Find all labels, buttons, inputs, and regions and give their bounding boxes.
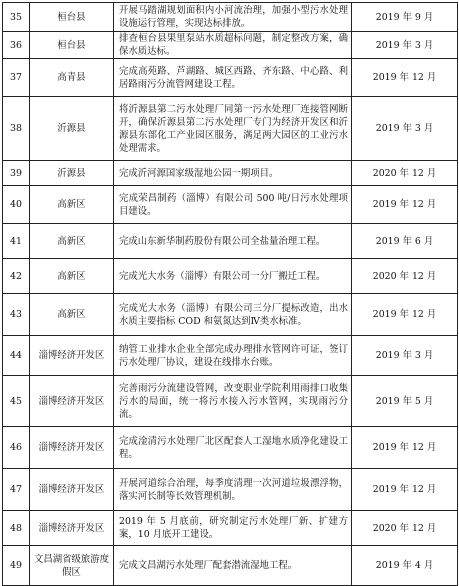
row-task: 完成文昌湖污水处理厂配套潜流湿地工程。 xyxy=(114,546,352,586)
row-area: 高新区 xyxy=(30,294,114,336)
row-number: 38 xyxy=(3,97,30,161)
row-deadline: 2020 年 12 月 xyxy=(352,259,458,294)
row-number: 47 xyxy=(3,469,30,511)
row-deadline: 2019 年 6 月 xyxy=(352,224,458,259)
row-area: 桓台县 xyxy=(30,3,114,32)
row-number: 43 xyxy=(3,294,30,336)
row-area: 淄博经济开发区 xyxy=(30,511,114,546)
row-area: 淄博经济开发区 xyxy=(30,336,114,376)
row-task: 完成淦清污水处理厂北区配套人工湿地水质净化建设工程。 xyxy=(114,427,352,469)
row-area: 沂源县 xyxy=(30,97,114,161)
row-task: 2019 年 5 月底前，研究制定污水处理厂新、扩建方案，10 月底开工建设。 xyxy=(114,511,352,546)
row-deadline: 2019 年 12 月 xyxy=(352,294,458,336)
row-area: 文昌湖省级旅游度假区 xyxy=(30,546,114,586)
table-body xyxy=(3,3,458,586)
table-row xyxy=(3,3,458,32)
row-task: 纳管工业排水企业全部完成办理排水管网许可证，签订污水处理厂协议，建设在线排水台账。 xyxy=(114,336,352,376)
row-number: 40 xyxy=(3,186,30,224)
table-row xyxy=(3,186,458,224)
row-deadline: 2019 年 3 月 xyxy=(352,97,458,161)
row-area: 沂源县 xyxy=(30,161,114,186)
row-number: 45 xyxy=(3,376,30,427)
row-task: 排查桓台县果里泵站水质超标问题，制定整改方案，确保水质达标。 xyxy=(114,32,352,59)
row-area: 高新区 xyxy=(30,186,114,224)
row-task: 完善雨污分流建设管网，改变职业学院利用雨排口收集污水的局面，统一将污水接入污水管网，实现雨污分流。 xyxy=(114,376,352,427)
row-task: 完成荣昌制药（淄博）有限公司 500 吨/日污水处理项目建设。 xyxy=(114,186,352,224)
row-task: 开展马踏湖规划面积内小河流治理，加强小型污水处理设施运行管理，实现达标排放。 xyxy=(114,3,352,32)
table-row xyxy=(3,469,458,511)
row-area: 桓台县 xyxy=(30,32,114,59)
row-area: 淄博经济开发区 xyxy=(30,469,114,511)
table-row xyxy=(3,546,458,586)
row-area: 淄博经济开发区 xyxy=(30,376,114,427)
row-number: 37 xyxy=(3,59,30,97)
row-area: 淄博经济开发区 xyxy=(30,427,114,469)
row-task: 完成山东新华制药股份有限公司全盐量治理工程。 xyxy=(114,224,352,259)
row-deadline: 2019 年 12 月 xyxy=(352,469,458,511)
row-number: 46 xyxy=(3,427,30,469)
row-number: 41 xyxy=(3,224,30,259)
row-number: 39 xyxy=(3,161,30,186)
table-row xyxy=(3,259,458,294)
row-deadline: 2019 年 3 月 xyxy=(352,336,458,376)
row-number: 42 xyxy=(3,259,30,294)
row-number: 49 xyxy=(3,546,30,586)
row-number: 36 xyxy=(3,32,30,59)
table-row xyxy=(3,224,458,259)
row-deadline: 2019 年 5 月 xyxy=(352,376,458,427)
table-row xyxy=(3,294,458,336)
table-row xyxy=(3,161,458,186)
table-row xyxy=(3,97,458,161)
row-task: 完成沂河源国家级湿地公园一期项目。 xyxy=(114,161,352,186)
row-deadline: 2019 年 9 月 xyxy=(352,3,458,32)
row-area: 高青县 xyxy=(30,59,114,97)
row-task: 完成光大水务（淄博）有限公司三分厂提标改造，出水水质主要指标 COD 和氨氮达到Ⅳ类水标准。 xyxy=(114,294,352,336)
row-deadline: 2020 年 12 月 xyxy=(352,511,458,546)
row-deadline: 2020 年 12 月 xyxy=(352,161,458,186)
task-table xyxy=(2,2,458,586)
row-number: 44 xyxy=(3,336,30,376)
row-deadline: 2019 年 12 月 xyxy=(352,59,458,97)
table-row xyxy=(3,427,458,469)
row-task: 开展河道综合治理，每季度清理一次河道垃圾漂浮物，落实河长制等长效管理机制。 xyxy=(114,469,352,511)
table-row xyxy=(3,336,458,376)
table-row xyxy=(3,511,458,546)
row-deadline: 2019 年 12 月 xyxy=(352,427,458,469)
row-deadline: 2019 年 12 月 xyxy=(352,186,458,224)
row-task: 完成高苑路、芦湖路、城区西路、齐东路、中心路、利居路雨污分流管网建设工程。 xyxy=(114,59,352,97)
row-number: 48 xyxy=(3,511,30,546)
table-row xyxy=(3,32,458,59)
row-number: 35 xyxy=(3,3,30,32)
row-task: 完成光大水务（淄博）有限公司一分厂搬迁工程。 xyxy=(114,259,352,294)
row-deadline: 2019 年 3 月 xyxy=(352,32,458,59)
row-area: 高新区 xyxy=(30,259,114,294)
row-area: 高新区 xyxy=(30,224,114,259)
row-task: 将沂源县第二污水处理厂同第一污水处理厂连接管网断开，确保沂源县第二污水处理厂专门为经济开发区和沂源县东部化工产业园区服务，满足两大园区的工业污水处理需求。 xyxy=(114,97,352,161)
table-row xyxy=(3,376,458,427)
table-row xyxy=(3,59,458,97)
row-deadline: 2019 年 4 月 xyxy=(352,546,458,586)
